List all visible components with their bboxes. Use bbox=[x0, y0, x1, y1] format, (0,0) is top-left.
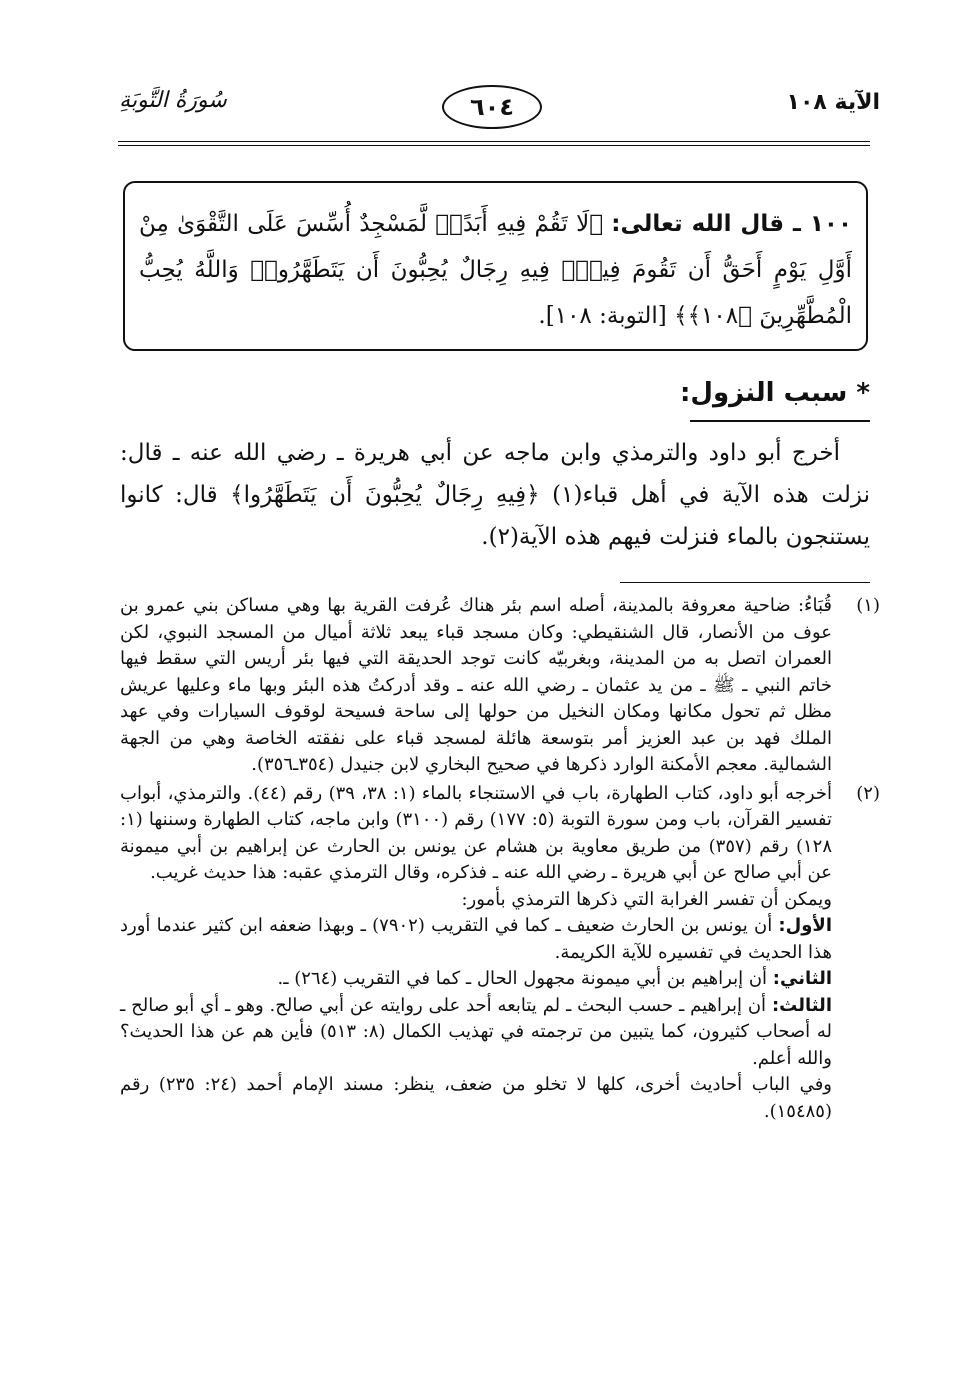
footnote-mark: (٢) bbox=[856, 782, 880, 804]
main-paragraph bbox=[120, 432, 870, 558]
footnote-item bbox=[120, 913, 832, 966]
footnote-item bbox=[120, 966, 832, 993]
item-text: أن إبراهيم ـ حسب البحث ـ لم يتابعه أحد على روايته عن أبي صالح. وهو ـ أي أبو صالح ـ له أصحاب كثيرون، كما يتبين من ترجمته في تهذيب الكمال (٨: ٥١٣) فأين هم عن هذا الحديث؟ والله أعلم. bbox=[120, 994, 832, 1069]
footnote-paragraph: قُبَاءُ: ضاحية معروفة بالمدينة، أصله اسم بئر هناك عُرفت القرية بها وهي مساكن بني عمرو بن عوف من الأنصار، قال الشنقيطي: وكان مسجد قباء يبعد ثلاثة أميال من المسجد النبوي، لكن العمران اتصل به من المدينة، وبغربيّه كانت توجد الحديقة التي فيها بئر أريس التي سقط فيها خاتم النبي ـ ﷺ ـ من يد عثمان ـ رضي الله عنه ـ وقد أدركتُ هذه البئر وبها ماء وعليها عريش مظل ثم تحول مكانها ومكان النخيل من حولها إلى ساحة فسيحة لوقوف السيارات وفي عهد الملك فهد بن عبد العزيز أمر بتوسعة هائلة لمسجد قباء على نفقته الخاصة وهي من الجهة الشمالية. معجم الأمكنة الوارد ذكرها في صحيح البخاري لابن جنيدل (٣٥٤ـ٣٥٦). bbox=[120, 595, 832, 775]
surah-name-header: سُورَةُ التَّوبَةِ bbox=[119, 88, 227, 113]
footnote-1 bbox=[120, 593, 880, 779]
header-rule bbox=[118, 141, 870, 142]
main-text: أخرج أبو داود والترمذي وابن ماجه عن أبي هريرة ـ رضي الله عنه ـ قال: نزلت هذه الآية في أهل قباء(١) ﴿فِيهِ رِجَالٌ يُحِبُّونَ أَن يَتَطَهَّرُوا﴾ قال: كانوا يستنجون بالماء فنزلت فيهم هذه الآية(٢). bbox=[120, 440, 870, 550]
footnote-mark: (١) bbox=[856, 595, 880, 616]
quran-verse-text: ﴿لَا تَقُمْ فِيهِ أَبَدًاۚ لَّمَسْجِدٌ أُسِّسَ عَلَى التَّقْوَىٰ مِنْ أَوَّلِ يَوْمٍ أَحَقُّ أَن تَقُومَ فِيهِۚ فِيهِ رِجَالٌ يُحِبُّونَ أَن يَتَطَهَّرُواۚ وَاللَّهُ يُحِبُّ الْمُطَّهِّرِينَ ﴿١٠٨﴾﴾ bbox=[139, 211, 852, 329]
footnote-2 bbox=[120, 781, 880, 1126]
footnote-item bbox=[120, 993, 832, 1073]
verse-citation: [التوبة: ١٠٨]. bbox=[538, 303, 667, 329]
page-number: ٦٠٤ bbox=[442, 85, 542, 129]
header-rule-thin bbox=[118, 145, 870, 146]
item-label: الأول: bbox=[778, 915, 832, 936]
footnote-paragraph: ويمكن أن تفسر الغرابة التي ذكرها الترمذي بأمور: bbox=[461, 888, 832, 910]
section-underline bbox=[690, 420, 870, 422]
item-label: الثاني: bbox=[772, 968, 832, 989]
item-text: أن يونس بن الحارث ضعيف ـ كما في التقريب (٧٩٠٢) ـ وبهذا ضعفه ابن كثير عندما أورد هذا الحديث في تفسيره للآية الكريمة. bbox=[120, 915, 832, 963]
verse-box bbox=[123, 181, 868, 351]
footnote-separator bbox=[620, 582, 870, 583]
item-text: أن إبراهيم بن أبي ميمونة مجهول الحال ـ كما في التقريب (٢٦٤) ـ. bbox=[277, 968, 768, 989]
section-heading: * سبب النزول: bbox=[680, 378, 870, 408]
footnote-closing: وفي الباب أحاديث أخرى، كلها لا تخلو من ضعف، ينظر: مسند الإمام أحمد (٢٤: ٢٣٥) رقم (١٥٤٨٥). bbox=[120, 1074, 832, 1122]
item-label: الثالث: bbox=[771, 994, 832, 1016]
verse-number-prefix: ١٠٠ ـ قال الله تعالى: bbox=[611, 211, 852, 237]
verse-label-header: الآية ١٠٨ bbox=[786, 90, 880, 115]
footnotes bbox=[120, 593, 880, 1127]
footnote-paragraph: أخرجه أبو داود، كتاب الطهارة، باب في الاستنجاء بالماء (١: ٣٨، ٣٩) رقم (٤٤). والترمذي، أبواب تفسير القرآن، باب ومن سورة التوبة (٥: ١٧٧) رقم (٣١٠٠) وابن ماجه، كتاب الطهارة وسننها (١: ١٢٨) رقم (٣٥٧) من طريق معاوية بن هشام عن يونس بن الحارث عن إبراهيم بن أبي ميمونة عن أبي صالح عن أبي هريرة ـ رضي الله عنه ـ فذكره، وقال الترمذي عقبه: هذا حديث غريب. bbox=[120, 782, 833, 883]
